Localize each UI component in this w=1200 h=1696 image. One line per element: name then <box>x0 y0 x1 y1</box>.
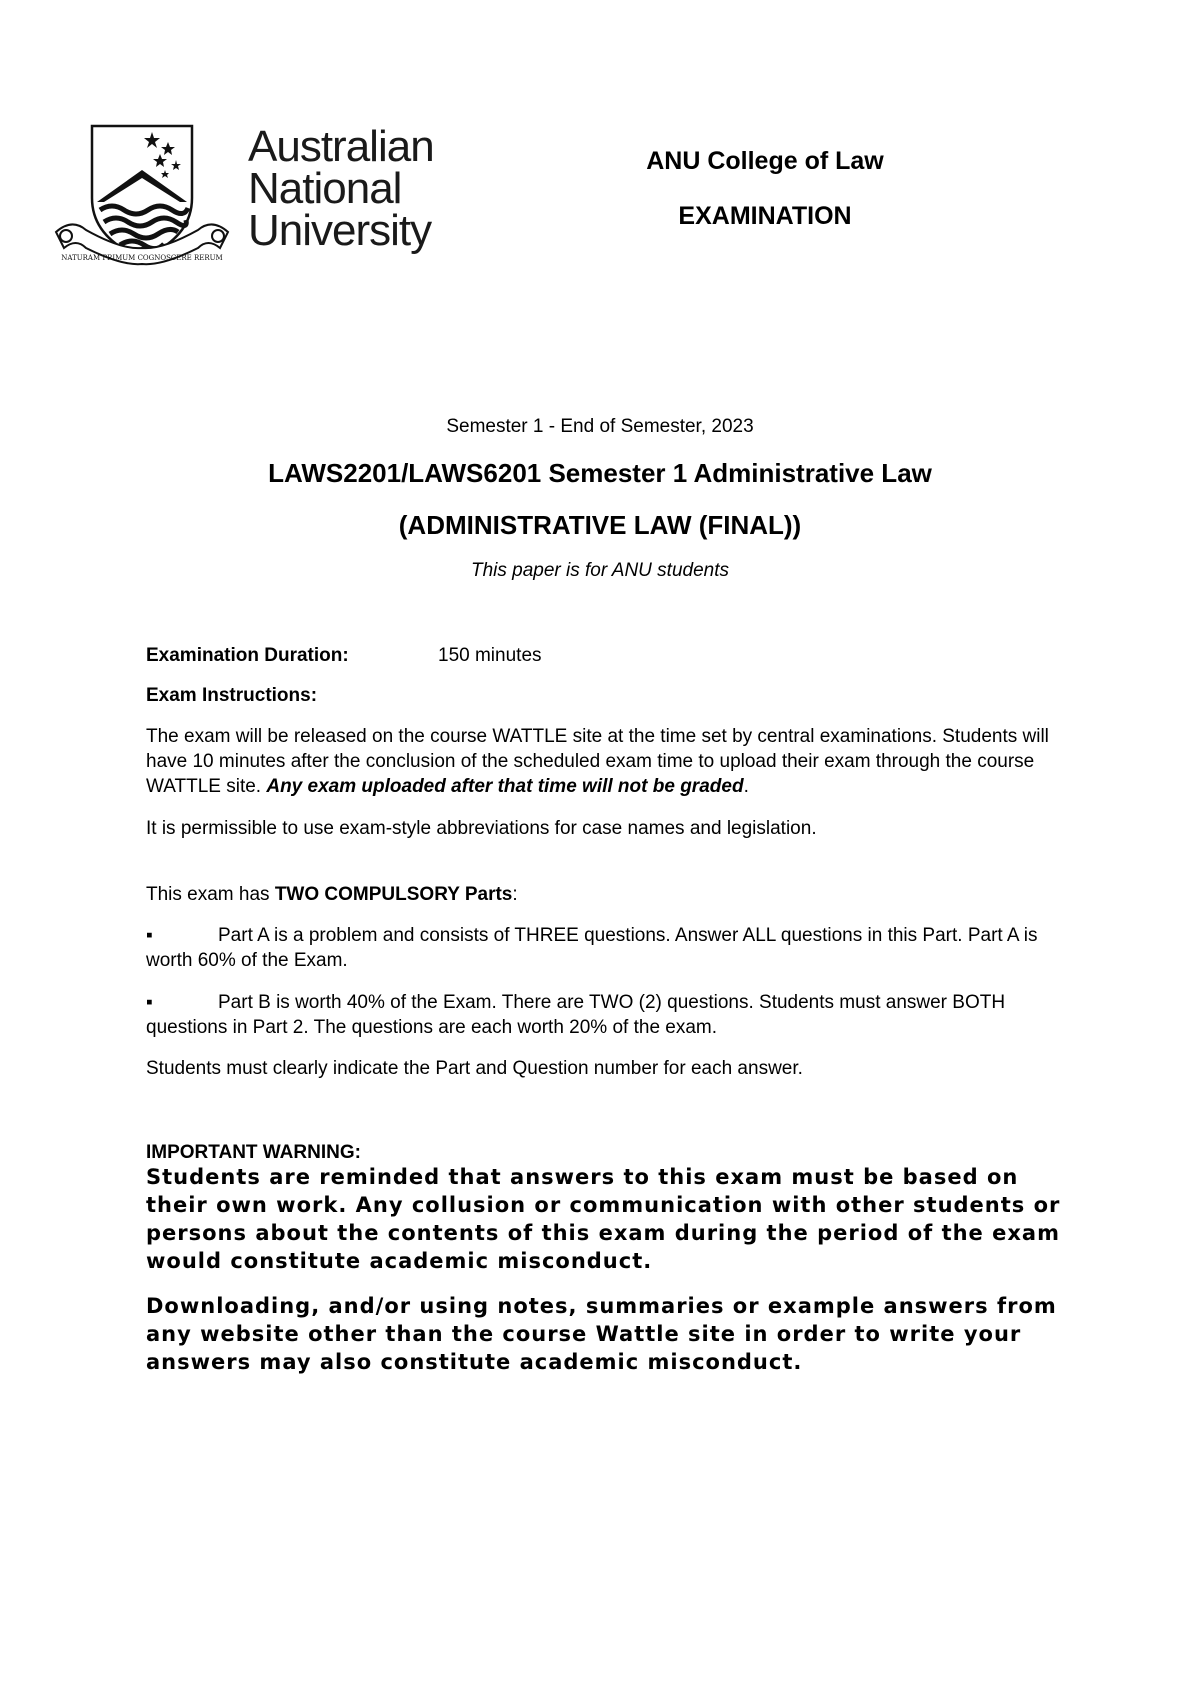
course-title: LAWS2201/LAWS6201 Semester 1 Administrative Law <box>268 458 932 488</box>
para1-emphasis: Any exam uploaded after that time will not be graded <box>266 776 744 797</box>
wordmark-line-1: Australian <box>248 122 434 171</box>
bullet-icon: ▪ <box>146 925 153 946</box>
bullet-part-a-text: Part A is a problem and consists of THREE questions. Answer ALL questions in this Part. Part A is worth 60% of the Exam. <box>146 925 1038 971</box>
semester-line: Semester 1 - End of Semester, 2023 <box>446 416 754 437</box>
indicate-instruction: Students must clearly indicate the Part and Question number for each answer. <box>146 1058 803 1079</box>
parts-intro-pre: This exam has <box>146 884 275 905</box>
bullet-icon: ▪ <box>146 992 153 1013</box>
instructions-paragraph-2: It is permissible to use exam-style abbreviations for case names and legislation. <box>146 818 817 839</box>
wordmark-line-2: National <box>248 164 402 213</box>
college-name: ANU College of Law <box>646 147 884 175</box>
document-type: EXAMINATION <box>678 202 852 230</box>
duration-row <box>146 643 1066 668</box>
crest-motto: NATURAM PRIMUM COGNOSCERE RERUM <box>61 254 223 262</box>
wordmark-line-3: University <box>248 206 432 255</box>
warning-paragraph-2: Downloading, and/or using notes, summaries or example answers from any website other than the course Wattle site in order to write your answers may also constitute academic misconduct. <box>146 1294 1057 1374</box>
course-subtitle: (ADMINISTRATIVE LAW (FINAL)) <box>398 510 802 540</box>
parts-intro-bold: TWO COMPULSORY Parts <box>274 884 513 905</box>
college-header <box>600 147 930 231</box>
para1-text: The exam will be released on the course WATTLE site at the time set by central examinations. Students will have 10 minutes after the conclusion of the scheduled exam time to upload their exam through the course WATTLE site. <box>146 726 1049 797</box>
anu-crest-icon <box>52 120 232 270</box>
bullet-part-a <box>146 923 1066 973</box>
bullet-part-b-text: Part B is worth 40% of the Exam. There are TWO (2) questions. Students must answer BOTH questions in Part 2. The questions are each worth 20% of the exam. <box>146 992 1006 1038</box>
duration-label: Examination Duration: <box>146 645 349 666</box>
university-wordmark <box>248 122 434 255</box>
audience-note: This paper is for ANU students <box>470 560 729 581</box>
bullet-part-b <box>146 990 1066 1040</box>
duration-value: 150 minutes <box>438 645 542 666</box>
instructions-heading: Exam Instructions: <box>146 685 318 706</box>
parts-intro-post: : <box>512 884 518 905</box>
anu-logo <box>52 120 462 270</box>
parts-intro <box>146 882 1066 907</box>
para1-end: . <box>743 776 749 797</box>
instructions-paragraph-1 <box>146 724 1066 799</box>
warning-heading: IMPORTANT WARNING: <box>146 1142 361 1163</box>
warning-paragraph-1: Students are reminded that answers to this exam must be based on their own work. Any collusion or communication with other students or persons about the contents of this exam during the period of the exam would constitute academic misconduct. <box>146 1165 1061 1273</box>
